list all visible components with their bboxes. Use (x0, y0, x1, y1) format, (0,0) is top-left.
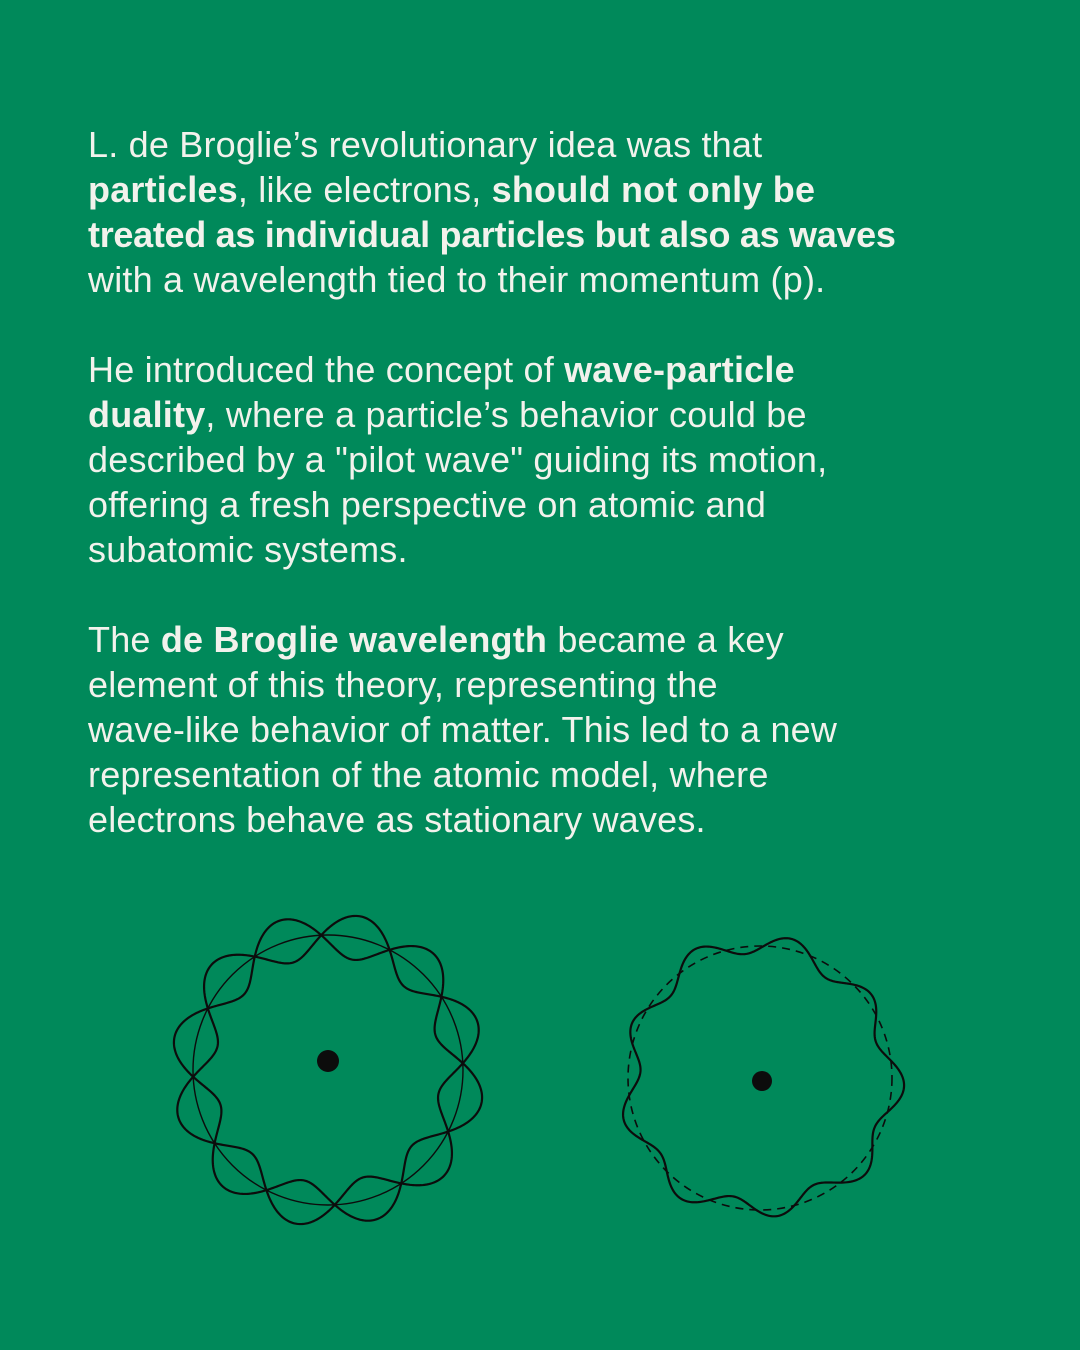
text-line (88, 437, 1028, 482)
text-segment: The (88, 619, 161, 660)
text-segment: described by a "pilot wave" guiding its motion, (88, 439, 828, 480)
atomic-model-diagrams (0, 880, 1080, 1260)
text-line (88, 347, 1028, 392)
bold-text: treated as individual particles but also as waves (88, 214, 896, 255)
bold-text: particles (88, 169, 238, 210)
text-line (88, 662, 1028, 707)
bold-text: duality (88, 394, 206, 435)
text-segment: element of this theory, representing the (88, 664, 718, 705)
text-segment: became a key (547, 619, 784, 660)
text-line (88, 617, 1028, 662)
bold-text: should not only be (491, 169, 816, 210)
nucleus-dot (752, 1071, 772, 1091)
nucleus-dot (317, 1050, 339, 1072)
standing-wave-orbit-diagram-left (174, 916, 482, 1224)
text-segment: , like electrons, (237, 169, 492, 210)
text-block (88, 122, 1028, 887)
text-line (88, 752, 1028, 797)
text-segment: with a wavelength tied to their momentum (p). (88, 259, 826, 300)
text-line (88, 167, 1028, 212)
text-line (88, 707, 1028, 752)
text-line (88, 257, 1028, 302)
paragraph-de-broglie-idea (88, 122, 1028, 302)
standing-wave-orbit-diagram-right (623, 938, 904, 1216)
paragraph-wave-particle-duality (88, 347, 1028, 572)
text-line (88, 122, 1028, 167)
text-segment: , where a particle’s behavior could be (205, 394, 807, 435)
text-line (88, 797, 1028, 842)
text-segment: He introduced the concept of (88, 349, 565, 390)
bold-text: de Broglie wavelength (160, 619, 548, 660)
text-segment: wave-like behavior of matter. This led to a new (88, 709, 838, 750)
text-segment: representation of the atomic model, where (88, 754, 769, 795)
text-line (88, 392, 1028, 437)
text-segment: subatomic systems. (88, 529, 408, 570)
text-segment: L. de Broglie’s revolutionary idea was that (88, 124, 763, 165)
text-segment: electrons behave as stationary waves. (88, 799, 706, 840)
text-segment: offering a fresh perspective on atomic and (88, 484, 767, 525)
text-line (88, 212, 1028, 257)
bold-text: wave-particle (564, 349, 795, 390)
text-line (88, 482, 1028, 527)
text-line (88, 527, 1028, 572)
paragraph-de-broglie-wavelength (88, 617, 1028, 842)
